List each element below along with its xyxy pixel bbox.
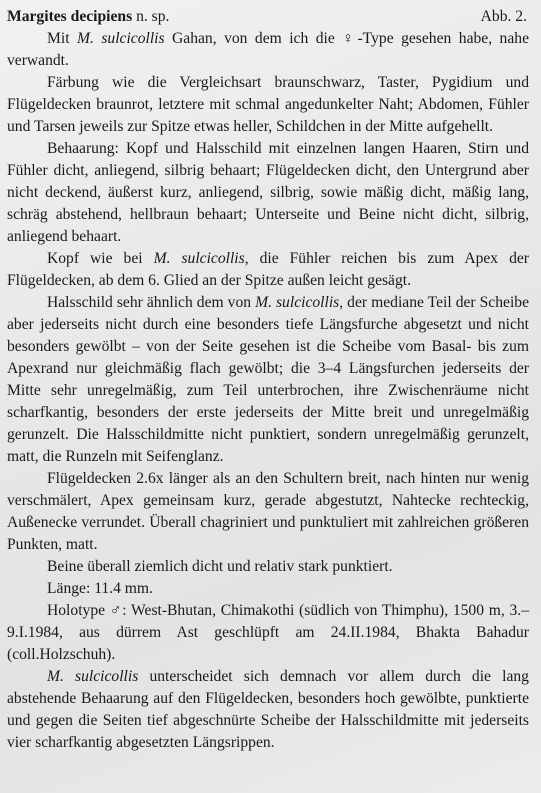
- text-run: , der mediane Teil der Scheibe aber jederseits nicht durch eine besonders tiefe Längsfurche abgesetzt und nicht besonders gewölbt – von der Seite gesehen ist die Scheibe vom Basal- bis zum Apexrand nur gleichmäßig flach gewölbt; die 3–4 Längsfurchen jederseits der Mitte sehr unregelmäßig, zum Teil unterbrochen, ihre Zwischenräume nicht scharfkantig, besonders der erste jederseits der Mitte breit und unregelmäßig gerunzelt. Die Halsschildmitte nicht punktiert, sondern unregelmäßig gerunzelt, matt, die Runzeln mit Seifenglanz.: [7, 294, 529, 465]
- text-run: Beine überall ziemlich dicht und relativ stark punktiert.: [47, 558, 393, 575]
- body-text: [7, 28, 529, 754]
- figure-reference: Abb. 2.: [480, 8, 527, 25]
- text-run: Mit: [47, 30, 77, 47]
- paragraph-coloration: [7, 72, 529, 138]
- paragraph-differential: [7, 666, 529, 754]
- text-run: Kopf wie bei: [47, 250, 154, 267]
- species-reference: M. sulcicollis: [153, 250, 245, 267]
- species-reference: M. sulcicollis: [255, 294, 340, 311]
- text-run: Flügeldecken 2.6x länger als an den Schultern breit, nach hinten nur wenig verschmälert, Apex gemeinsam kurz, gerade abgestutzt, Nahtecke rechteckig, Außenecke verrundet. Überall chagriniert und punktuliert mit zahlreichen größeren Punkten, matt.: [7, 470, 529, 553]
- paragraph-legs: [7, 556, 529, 578]
- text-run: Behaarung: Kopf und Halsschild mit einzelnen langen Haaren, Stirn und Fühler dicht, anliegend, silbrig behaart; Flügeldecken dicht, den Untergrund aber nicht deckend, äußerst kurz, anliegend, silbrig, sowie mäßig dicht, mäßig lang, schräg abstehend, hellbraun behaart; Unterseite und Beine nicht dicht, silbrig, anliegend behaart.: [7, 140, 529, 245]
- text-run: unterscheidet sich demnach vor allem durch die lang abstehende Behaarung auf den Flügeldecken, besonders hoch gewölbte, punktierte und gegen die Seiten tief abgeschnürte Scheibe der Halsschildmitte mit jederseits vier scharfkantig abgesetzten Längsrippen.: [7, 668, 529, 751]
- text-run: Holotype ♂: West-Bhutan, Chimakothi (südlich von Thimphu), 1500 m, 3.–9.I.1984, aus dürrem Ast geschlüpft am 24.II.1984, Bhakta Bahadur (coll.Holzschuh).: [7, 602, 529, 663]
- text-run: Länge: 11.4 mm.: [47, 580, 153, 597]
- species-heading: [7, 6, 529, 28]
- species-reference: M. sulcicollis: [47, 668, 139, 685]
- species-title: [7, 6, 169, 28]
- paragraph-elytra: [7, 468, 529, 556]
- text-run: Halsschild sehr ähnlich dem von: [47, 294, 256, 311]
- paragraph-length: [7, 578, 529, 600]
- species-suffix: n. sp.: [132, 8, 170, 25]
- text-run: , die Fühler reichen bis zum Apex der Flügeldecken, ab dem 6. Glied an der Spitze außen leicht gesägt.: [7, 250, 529, 289]
- paragraph-pronotum: [7, 292, 529, 468]
- paragraph-relationship: [7, 28, 529, 72]
- text-run: Gahan, von dem ich die ♀-Type gesehen habe, nahe verwandt.: [7, 30, 529, 69]
- species-reference: M. sulcicollis: [77, 30, 165, 47]
- paragraph-pubescence: [7, 138, 529, 248]
- species-name: Margites decipiens: [7, 8, 133, 25]
- text-run: Färbung wie die Vergleichsart braunschwarz, Taster, Pygidium und Flügeldecken braunrot, letztere mit schmal angedunkelter Naht; Abdomen, Fühler und Tarsen jeweils zur Spitze etwas heller, Schildchen in der Mitte aufgehellt.: [7, 74, 529, 135]
- paragraph-holotype: [7, 600, 529, 666]
- paragraph-head: [7, 248, 529, 292]
